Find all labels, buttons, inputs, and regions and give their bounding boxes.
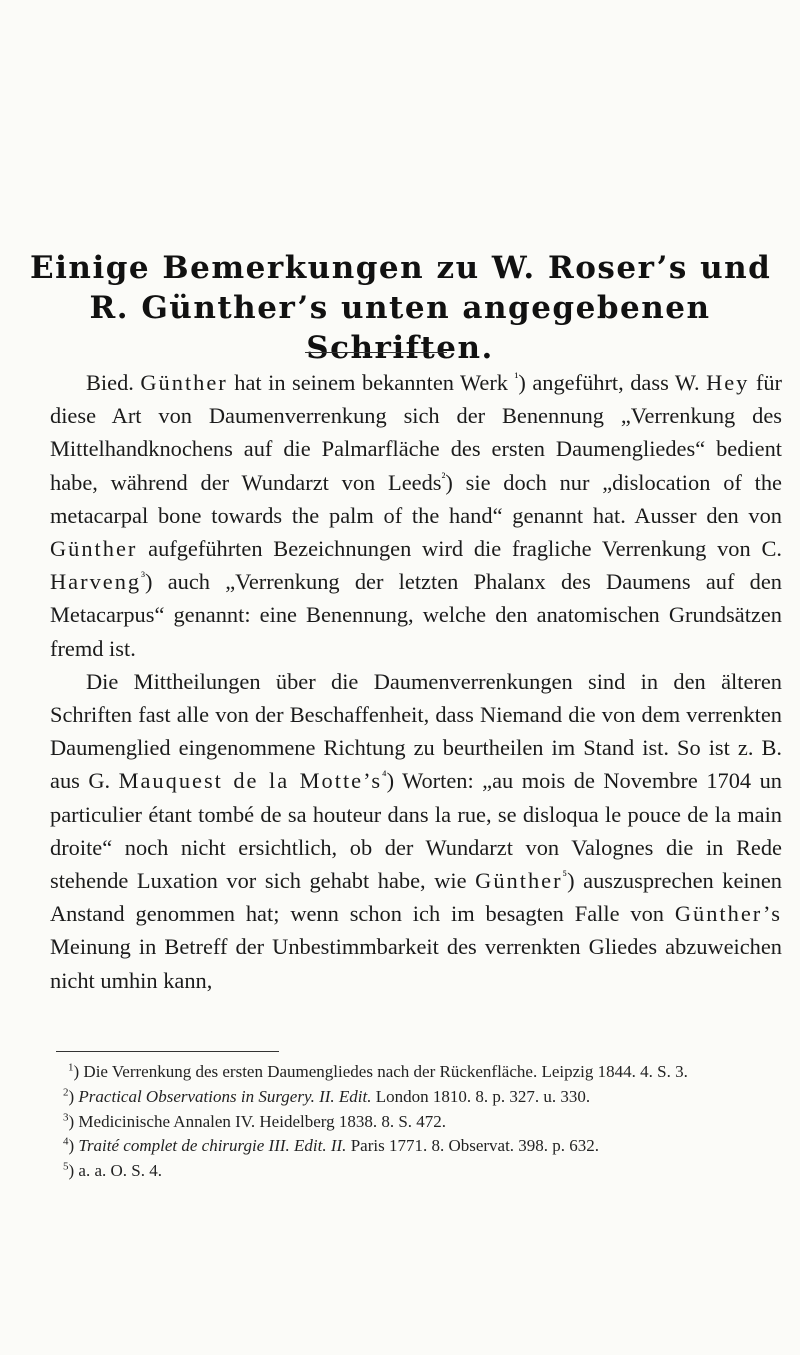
page-title	[30, 248, 770, 368]
author-name: Mauquest de la Motte’s	[118, 768, 383, 794]
title-line-1: Einige Bemerkungen zu W. Roser’s und	[30, 250, 772, 286]
footnote-text: ) Die Verrenkung des ersten Daumengliedes nach der Rückenfläche. Leipzig 1844. 4. S. 3.	[73, 1062, 688, 1081]
footnote-divider	[56, 1051, 279, 1052]
footnote-3	[46, 1110, 776, 1135]
text-run: ) sie doch nur „dislocation of the metacarpal bone towards the palm of the hand“ genannt hat. Ausser den von	[50, 469, 782, 528]
text-run: hat in seinem bekannten Werk	[227, 370, 515, 395]
footnote-text: London 1810. 8. p. 327. u. 330.	[371, 1086, 591, 1106]
footnote-ref: ²	[441, 469, 446, 485]
footnote-ref: ⁵	[562, 867, 568, 883]
footnotes	[46, 1060, 776, 1184]
footnote-mark: 1	[68, 1061, 74, 1074]
footnote-mark: 4	[63, 1135, 69, 1148]
footnote-ref: ⁴	[382, 767, 387, 783]
text-run: ) auch „Verrenkung der letzten Phalanx des Daumens auf den Metacarpus“ genannt: eine Benennung, welche den anatomischen Grundsätzen fremd ist.	[50, 569, 782, 661]
author-name: Günther	[50, 536, 138, 562]
footnote-mark: 2	[63, 1086, 69, 1099]
text-run: ) auszusprechen keinen Anstand genommen hat; wenn schon ich im besagten Falle von	[50, 868, 782, 927]
footnote-italic: Practical Observations in Surgery. II. Edit.	[78, 1086, 372, 1106]
body-text	[50, 366, 782, 997]
footnote-2: $^2$) Practical Observations in Surgery. II. Edit. London 1810. 8. p. 327. u. 330.	[63, 1086, 591, 1106]
paragraph-2	[50, 665, 782, 997]
text-run: aufgeführten Bezeichnungen wird die fragliche Verrenkung von C.	[137, 536, 782, 562]
footnote-4: $^4$) Traité complet de chirurgie III. Edit. II. Paris 1771. 8. Observat. 398. p. 632.	[63, 1135, 600, 1156]
text-run: Bied.	[86, 370, 141, 395]
author-name: Günther	[475, 868, 563, 894]
text-run: Meinung in Betreff der Unbestimmbarkeit des verrenkten Gliedes abzuweichen nicht umhin kann,	[50, 934, 782, 993]
footnote-italic: Traité complet de chirurgie III. Edit. II.	[78, 1136, 347, 1156]
footnote-text: ) a. a. O. S. 4.	[68, 1161, 162, 1181]
footnote-ref: ¹	[514, 369, 519, 385]
footnote-mark: 5	[63, 1160, 69, 1173]
footnote-text: Paris 1771. 8. Observat. 398. p. 632.	[346, 1136, 600, 1156]
title-line-3: Schriften.	[306, 330, 494, 366]
footnote-1	[46, 1060, 776, 1085]
title-divider	[305, 352, 447, 353]
author-name: Harveng	[50, 569, 142, 595]
text-run: Die Mittheilungen über die Daumenverrenkungen sind in den älteren Schriften fast alle von der Beschaffenheit, dass Niemand die von dem verrenkten Daumenglied eingenommene Richtung zu beurtheilen im Stand ist. So ist z. B. aus G.	[50, 668, 782, 794]
author-name: Günther	[140, 370, 228, 395]
footnote-5	[46, 1159, 776, 1184]
paragraph-1	[50, 366, 782, 665]
footnote-ref: ³	[141, 568, 145, 584]
footnote-text: ) Medicinische Annalen IV. Heidelberg 1838. 8. S. 472.	[68, 1111, 447, 1131]
footnote-mark: 3	[63, 1110, 69, 1123]
text-run: für diese Art von Daumenverrenkung sich der Benennung „Verrenkung des Mittelhandknochens auf die Palmarfläche des ersten Daumengliedes“ bedient habe, während der Wundarzt von Leeds	[50, 370, 782, 495]
title-line-2: R. Günther’s unten angegebenen	[89, 290, 711, 326]
text-run: ) angeführt, dass W.	[518, 370, 707, 395]
author-name: Günther’s	[674, 901, 782, 927]
author-name: Hey	[706, 370, 750, 395]
text-run: ) Worten: „au mois de Novembre 1704 un particulier étant tombé de sa houteur dans la rue, se disloqua le pouce de la main droite“ noch nicht ersichtlich, ob der Wundarzt von Valognes die in Rede stehende Luxation vor sich gehabt habe, wie	[50, 768, 783, 894]
